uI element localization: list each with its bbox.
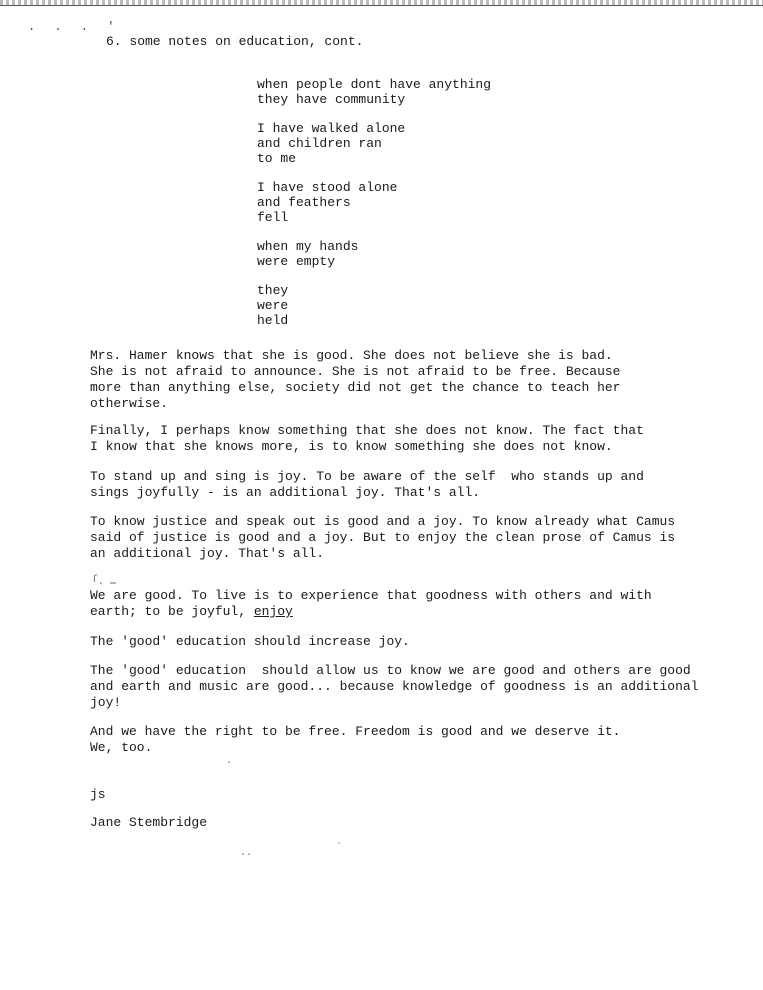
poem-stanza-5 [257,283,557,328]
paragraph-sing [90,469,690,501]
paragraph-text: earth; to be joyful, [90,604,254,619]
paragraph-line: To know justice and speak out is good and a joy. To know already what Camus [90,514,676,529]
paragraph-line: joy! [90,695,122,710]
paragraph-increase [90,634,690,650]
paragraph-line: sings joyfully - is an additional joy. That's all. [90,485,481,500]
poem-stanza-3 [257,180,557,225]
poem [257,77,557,342]
poem-line: were [257,298,289,313]
paragraph-line: We are good. To live is to experience that goodness with others and with [90,588,652,603]
poem-line: I have walked alone [257,121,406,136]
poem-stanza-1 [257,77,557,107]
page-heading: 6. some notes on education, cont. [106,34,364,49]
paragraph-line: Mrs. Hamer knows that she is good. She does not believe she is bad. [90,348,613,363]
paragraph-line: said of justice is good and a joy. But to enjoy the clean prose of Camus is [90,530,676,545]
paragraph-finally [90,423,690,455]
page-top-border [0,0,763,6]
poem-line: were empty [257,254,336,269]
poem-stanza-2 [257,121,557,166]
paragraph-line: Finally, I perhaps know something that she does not know. The fact that [90,423,644,438]
underlined-word-enjoy: enjoy [253,604,293,619]
poem-line: held [257,313,289,328]
paragraph-allow [90,663,699,711]
stray-mark: ˎ [336,835,343,846]
stray-mark: ·· [240,850,253,861]
paragraph-line: otherwise. [90,396,169,411]
header-marks: . . . ' [28,20,121,34]
paragraph-hamer [90,348,690,412]
paragraph-line: I know that she knows more, is to know something she does not know. [90,439,613,454]
signature-name: Jane Stembridge [90,815,208,830]
poem-line: when my hands [257,239,359,254]
paragraph-line: The 'good' education should increase joy. [90,634,410,649]
paragraph-line: And we have the right to be free. Freedom is good and we deserve it. [90,724,621,739]
poem-line: they [257,283,289,298]
poem-line: fell [257,210,289,225]
stray-mark: · [226,758,233,769]
poem-line: they have community [257,92,406,107]
paragraph-justice [90,514,690,562]
paragraph-line: and earth and music are good... because knowledge of goodness is an additional [90,679,699,694]
poem-line: and children ran [257,136,382,151]
initials: js [90,787,106,802]
poem-line: when people dont have anything [257,77,492,92]
paragraph-line: We, too. [90,740,153,755]
paragraph-line: more than anything else, society did not get the chance to teach her [90,380,621,395]
poem-line: I have stood alone [257,180,398,195]
paragraph-line: The 'good' education should allow us to know we are good and others are good [90,663,691,678]
paragraph-good [90,588,690,620]
poem-line: and feathers [257,195,351,210]
paragraph-line [90,604,690,620]
paragraph-line: an additional joy. That's all. [90,546,325,561]
margin-mark: ſ˛ ‗ [92,575,117,586]
poem-stanza-4 [257,239,557,269]
paragraph-line: She is not afraid to announce. She is not afraid to be free. Because [90,364,621,379]
paragraph-free [90,724,690,756]
poem-line: to me [257,151,297,166]
paragraph-line: To stand up and sing is joy. To be aware of the self who stands up and [90,469,644,484]
